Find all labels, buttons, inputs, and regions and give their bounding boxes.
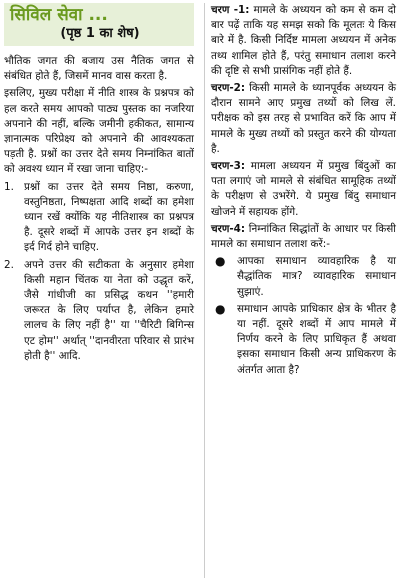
item-text: प्रश्नों का उत्तर देते समय निष्ठा, करुणा, वस्तुनिष्ठता, निष्पक्षता आदि शब्दों का हमेशा ध्यान रखें क्योंकि यह नीतिशास्त्र का प्रश्नपत्र है. दूसरे शब्दों में आपके उत्तर इन शब्दों के इर्द गिर्द होने चाहिए.: [24, 180, 194, 254]
numbered-item-2: [4, 258, 194, 364]
bullet-text: आपका समाधान व्यावहारिक है या सैद्धांतिक मात्र? व्यावहारिक समाधान सुझाएं.: [237, 255, 396, 298]
article-header: [4, 3, 194, 46]
item-number: 1.: [4, 180, 14, 193]
item-number: 2.: [4, 258, 14, 271]
step-text: मामला अध्ययन में प्रमुख बिंदुओं का पता लगाएं जो मामले से संबंधित सामूहिक तथ्यों के परीक्षण से उभरेंगे. ये प्रमुख बिंदु समाधान खोजने में सहायक होंगे.: [211, 160, 396, 218]
bullet-icon: ●: [215, 301, 226, 316]
step-4: [211, 222, 396, 252]
bullet-text: समाधान आपके प्राधिकार क्षेत्र के भीतर है या नहीं. दूसरे शब्दों में आप मामले में निर्णय करने के लिए प्राधिकृत हैं अथवा इसका समाधान किसी अन्य प्राधिकरण के अंतर्गत आता है?: [237, 302, 396, 376]
bullet-item-2: [211, 302, 396, 378]
item-text: अपने उत्तर की सटीकता के अनुसार हमेशा किसी महान चिंतक या नेता को उद्धृत करें, जैसे गांधीजी का प्रसिद्ध कथन ''हमारी जरूरत के लिए पर्याप्त है, लेकिन हमारे लालच के लिए नहीं है'' या ''चैरिटी बिगिन्स एट होम'' अर्थात् ''दानवीरता परिवार से प्रारंभ होती है'' आदि.: [24, 258, 194, 362]
step-3: [211, 159, 396, 220]
step-label: चरण-4:: [211, 222, 246, 235]
right-column: [204, 3, 396, 578]
step-text: किसी मामले के ध्यानपूर्वक अध्ययन के दौरान सामने आए प्रमुख तथ्यों को लिख लें. परीक्षक को इस तरह से प्रभावित करें कि आप में मामले के मुख्य तथ्यों को प्रस्तुत करने की योग्यता है.: [211, 82, 396, 155]
continuation-note: (पृष्ठ 1 का शेष): [60, 26, 140, 41]
step-label: चरण -1:: [211, 4, 250, 16]
step-label: चरण-3:: [211, 160, 246, 173]
article-title: सिविल सेवा ...: [10, 5, 108, 25]
bullet-icon: ●: [215, 254, 226, 269]
paragraph-2: इसलिए, मुख्य परीक्षा में नीति शास्त्र के प्रश्नपत्र को हल करते समय आपको पाठ्य पुस्तक का नजरिया अपनाने की नहीं, बल्कि जमीनी हकीकत, सामान्य ज्ञानात्मक परिप्रेक्ष्य को अपनाने की आवश्यकता पड़ती है. प्रश्नों का उत्तर देते समय निम्नांकित बातों को अवश्य ध्यान में रखा जाना चाहिए:-: [4, 87, 194, 176]
bullet-item-1: [211, 254, 396, 300]
step-2: [211, 81, 396, 157]
numbered-item-1: [4, 180, 194, 256]
left-column: [4, 3, 196, 578]
paragraph-1: भौतिक जगत की बजाय उस नैतिक जगत से संबंधित होते हैं, जिसमें मानव वास करता है.: [4, 55, 194, 83]
step-text: निम्नांकित सिद्धांतों के आधार पर किसी मामले का समाधान तलाश करें:-: [211, 222, 396, 251]
step-label: चरण-2:: [211, 82, 246, 95]
step-text: मामले के अध्ययन को कम से कम दो बार पढ़ें ताकि यह समझ सको कि मूलतः ये किस बारे में है. किसी निर्दिष्ट मामला अध्ययन में अनेक तथ्य शामिल होते हैं, परंतु समाधान तलाश करने की दृष्टि से सभी प्रासंगिक नहीं होते हैं.: [211, 4, 396, 77]
step-1: [211, 3, 396, 79]
